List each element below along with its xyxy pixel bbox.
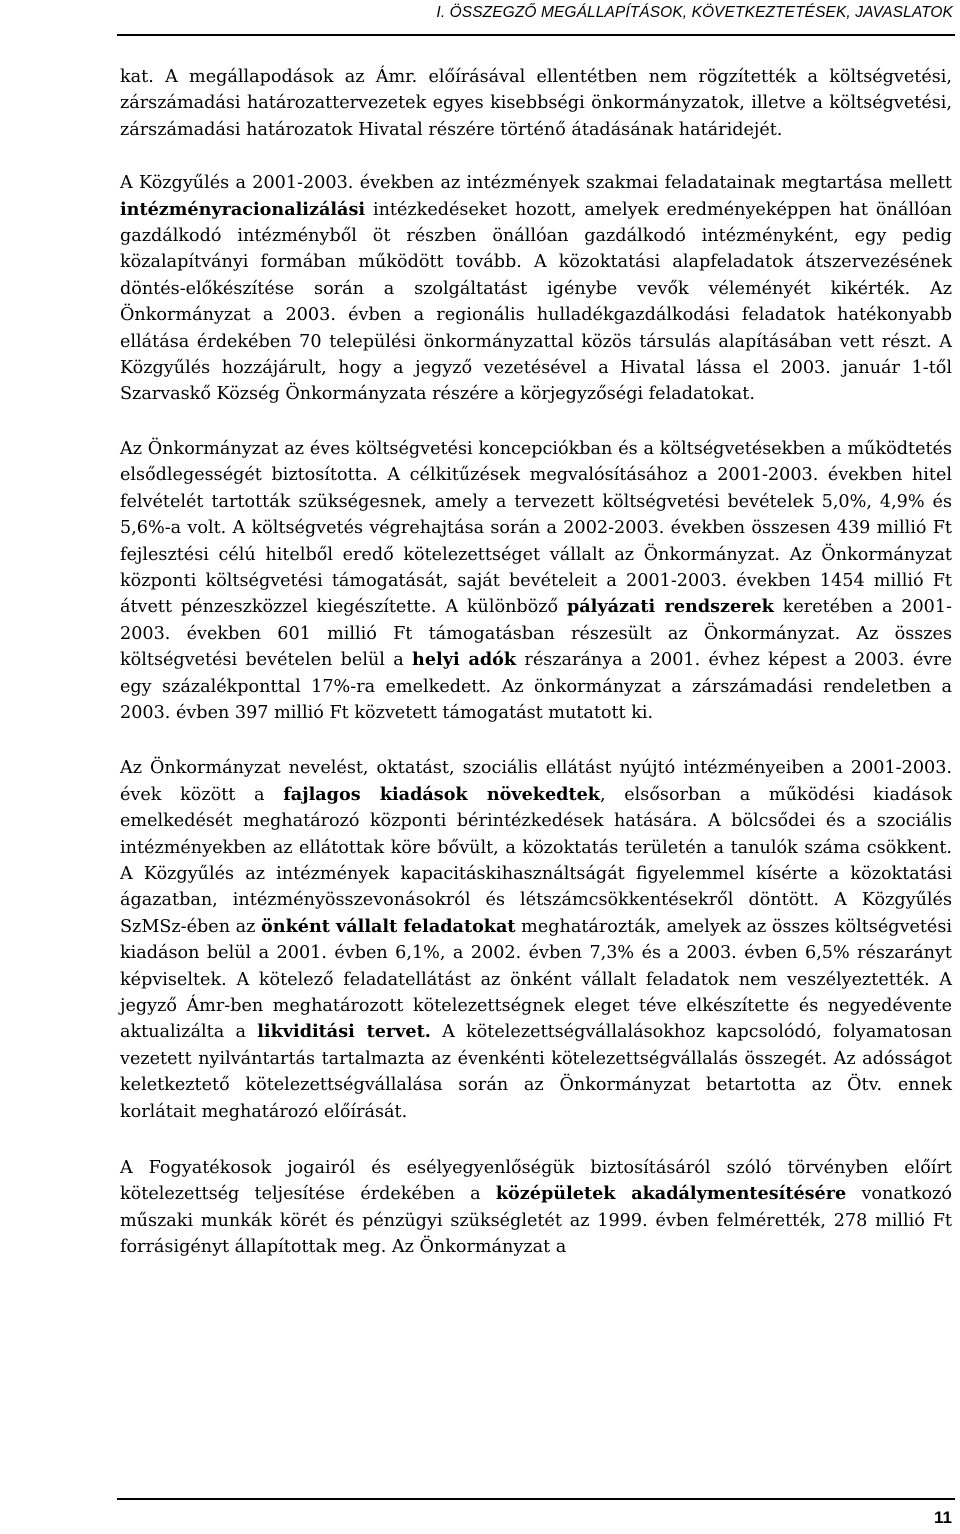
paragraph-text: A Fogyatékosok jogairól és esélyegyenlőségük biztosításáról szóló törvényben előírt kötelezettség teljesítése érdekében a <box>120 1158 952 1205</box>
paragraph-4 <box>120 755 952 1125</box>
paragraph-text: A kötelezettségvállalásokhoz kapcsolódó, folyamatosan vezetett nyilvántartás tartalmazta az évenkénti kötelezettségvállalás összegét. Az adósságot keletkeztető kötelezettségvállalása során az Önkormányzat betartotta az Ötv. ennek korlátait meghatározó előírását. <box>120 1022 952 1122</box>
emphasis-text: pályázati rendszerek <box>566 596 774 618</box>
header-divider <box>117 34 955 36</box>
emphasis-text: középületek akadálymentesítésére <box>495 1183 847 1205</box>
paragraph-text: A Közgyűlés a 2001-2003. években az intézmények szakmai feladatainak megtartása mellett <box>120 173 952 194</box>
paragraph-text: részaránya a 2001. évhez képest a 2003. évre egy százalékponttal 17%-ra emelkedett. Az önkormányzat a zárszámadási rendeletben a 2003. évben 397 millió Ft közvetett támogatást mutatott ki. <box>120 650 953 723</box>
paragraph-5 <box>120 1155 952 1261</box>
paragraph-text: keretében a 2001-2003. években 601 millió Ft támogatásban részesült az Önkormányzat. Az összes költségvetési bevételen belül a <box>120 597 952 671</box>
paragraph-3 <box>120 436 952 726</box>
running-header: I. ÖSSZEGZŐ MEGÁLLAPÍTÁSOK, KÖVETKEZTETÉSEK, JAVASLATOK <box>436 4 953 21</box>
paragraph-2 <box>120 170 952 408</box>
page-number: 11 <box>934 1508 952 1527</box>
paragraph-text: meghatározták, amelyek az összes költségvetési kiadáson belül a 2001. évben 6,1%, a 2002. évben 7,3% és a 2003. évben 6,5% részarányt képviseltek. A kötelező feladatellátást az önként vállalt feladatok nem veszélyeztették. A jegyző Ámr-ben meghatározott kötelezettségnek eleget téve elkészítette és negyedévente aktualizálta a <box>120 916 952 1043</box>
emphasis-text: helyi adók <box>412 649 517 671</box>
paragraph-text: intézkedéseket hozott, amelyek eredményeképpen hat önállóan gazdálkodó intézményből öt részben önállóan gazdálkodó intézményként, egy pedig közalapítványi formában működött tovább. A közoktatási alapfeladatok átszervezésének döntés-előkészítése során a szolgáltatást igénybe vevők véleményét kikérték. Az Önkormányzat a 2003. évben a regionális hulladékgazdálkodási feladatok hatékonyabb ellátása érdekében 70 települési önkormányzattal közös társulás alapításában vett részt. A Közgyűlés hozzájárult, hogy a jegyző vezetésével a Hivatal lássa el 2003. január 1-től Szarvaskő Község Önkormányzata részére a körjegyzőségi feladatokat. <box>120 199 952 405</box>
paragraph-text: Az Önkormányzat nevelést, oktatást, szociális ellátást nyújtó intézményeiben a 2001-2003. évek között a <box>120 758 952 805</box>
paragraph-text: vonatkozó műszaki munkák körét és pénzügyi szükségletét az 1999. évben felmérették, 278 millió Ft forrásigényt állapítottak meg. Az Önkormányzat a <box>120 1184 952 1258</box>
paragraph-1 <box>120 64 952 143</box>
emphasis-text: fajlagos kiadások növekedtek <box>283 783 600 805</box>
paragraph-text: , elsősorban a működési kiadások emelkedését meghatározó központi bérintézkedések hatására. A bölcsődei és a szociális intézményekben az ellátottak köre bővült, a közoktatás területén a tanulók száma csökkent. A Közgyűlés az intézmények kapacitáskihasználtságát figyelemmel kísérte a közoktatási ágazatban, intézményösszevonásokról és létszámcsökkentésekről döntött. A Közgyűlés SzMSz-ében az <box>120 784 952 937</box>
document-body <box>120 64 952 1261</box>
emphasis-text: önként vállalt feladatokat <box>261 915 516 937</box>
paragraph-text: kat. A megállapodások az Ámr. előírásával ellentétben nem rögzítették a költségvetési, zárszámadási határozattervezetek egyes kisebbségi önkormányzatok, illetve a költségvetési, zárszámadási határozatok Hivatal részére történő átadásának határidejét. <box>120 67 952 140</box>
paragraph-text: Az Önkormányzat az éves költségvetési koncepciókban és a költségvetésekben a működtetés elsődlegességét biztosította. A célkitűzések megvalósításához a 2001-2003. években hitel felvételét tartották szükségesnek, amely a tervezett költségvetési bevételek 5,0%, 4,9% és 5,6%-a volt. A költségvetés végrehajtása során a 2002-2003. években összesen 439 millió Ft fejlesztési célú hitelből eredő kötelezettséget vállalt az Önkormányzat. Az Önkormányzat központi költségvetési támogatását, saját bevételeit a 2001-2003. években 1454 millió Ft átvett pénzeszközzel kiegészítette. A különböző <box>120 438 952 618</box>
emphasis-text: likviditási tervet. <box>257 1021 431 1043</box>
emphasis-text: intézményracionalizálási <box>120 198 366 220</box>
footer-divider <box>117 1498 955 1500</box>
